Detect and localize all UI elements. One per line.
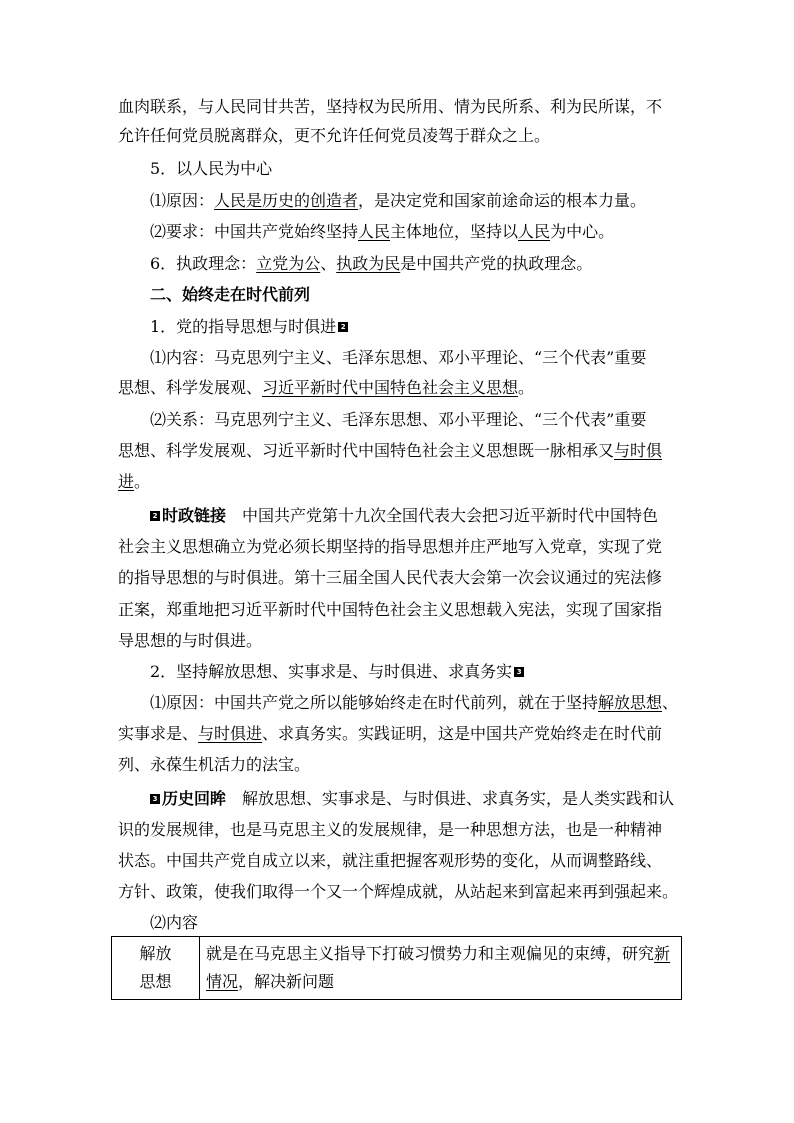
s22-a1-text: ⑴原因：中国共产党之所以能够始终走在时代前列，就在于坚持 [150, 693, 599, 712]
s21-content-line-1: ⑴内容：马克思列宁主义、毛泽东思想、邓小平理论、“三个代表”重要 [150, 348, 647, 367]
section-5-requirement [150, 222, 614, 242]
news-line-4: 正案，郑重地把习近平新时代中国特色社会主义思想载入宪法，实现了国家指 [118, 600, 663, 619]
s22-reason-line-2 [118, 724, 662, 744]
content-table [111, 936, 682, 1000]
news-line-3: 的指导思想的与时俱进。第十三届全国人民代表大会第一次会议通过的宪法修 [118, 568, 663, 587]
def-text-b: ，解决新问题 [238, 972, 335, 991]
marker-2-icon: 2 [150, 511, 160, 521]
table-row [112, 937, 682, 1000]
s22-a2-sep: 、 [182, 724, 199, 743]
s21-r3-underlined: 进 [118, 472, 135, 491]
news-line-1 [148, 506, 658, 526]
history-line-3: 状态。中国共产党自成立以来，就注重把握客观形势的变化，从而调整路线、 [118, 851, 663, 870]
def-underlined-1: 新 [654, 944, 671, 963]
section-2-1-title [150, 317, 350, 337]
req-underlined-1: 人民 [358, 222, 391, 241]
table-term-line-1: 解放 [139, 944, 172, 963]
s21-c2-end: 。 [518, 378, 535, 397]
s22-reason-line-1 [150, 693, 678, 713]
news-line-5: 导思想的与时俱进。 [118, 631, 263, 650]
req-text-a: ⑵要求：中国共产党始终坚持 [150, 222, 359, 241]
history-line-2: 识的发展规律，也是马克思主义的发展规律，是一种思想方法，也是一种精神 [118, 820, 663, 839]
table-definition-cell [200, 937, 682, 1000]
s22-reason-line-3: 列、永葆生机活力的法宝。 [118, 755, 311, 774]
s6-label: 6．执政理念： [150, 254, 257, 273]
s21-relation-line-1: ⑵关系：马克思列宁主义、毛泽东思想、邓小平理论、“三个代表”重要 [150, 410, 647, 429]
s6-rest: 是中国共产党的执政理念。 [400, 254, 593, 273]
s21-relation-line-2 [118, 441, 662, 461]
def-underlined-2: 情况 [206, 972, 239, 991]
history-text-1: 解放思想、实事求是、与时俱进、求真务实，是人类实践和认 [242, 789, 675, 808]
s6-underlined-2: 执政为民 [336, 254, 401, 273]
s21-content-line-2 [118, 378, 534, 398]
s21-r2-text: 思想、科学发展观、习近平新时代中国特色社会主义思想既一脉相承又 [118, 441, 615, 460]
reason-underlined: 人民是历史的创造者 [214, 191, 359, 210]
req-text-b: 主体地位，坚持以 [390, 222, 519, 241]
reason-rest: ，是决定党和国家前途命运的根本力量。 [358, 191, 647, 210]
s6-sep: 、 [320, 254, 337, 273]
s21-c2-text: 思想、科学发展观、 [118, 378, 263, 397]
def-text-a: 就是在马克思主义指导下打破习惯势力和主观偏见的束缚，研究 [206, 944, 655, 963]
section-2-2-title [150, 662, 526, 682]
s22-a1-underlined: 解放思想 [598, 693, 663, 712]
s21-r2-underlined: 与时俱 [614, 441, 663, 460]
s22-a2-rest: 、求真务实。实践证明，这是中国共产党始终走在时代前 [262, 724, 663, 743]
para-intro-line-2: 允许任何党员脱离群众，更不允许任何党员凌驾于群众之上。 [118, 126, 551, 145]
s22-title-text: 2．坚持解放思想、实事求是、与时俱进、求真务实 [150, 662, 513, 681]
para-intro-line-1: 血肉联系，与人民同甘共苦，坚持权为民所用、情为民所系、利为民所谋，不 [118, 97, 663, 116]
s22-content-title: ⑵内容 [150, 913, 199, 932]
news-label: 时政链接 [162, 506, 227, 525]
req-text-c: 为中心。 [550, 222, 615, 241]
s21-title-text: 1．党的指导思想与时俱进 [150, 317, 337, 336]
s22-a2-underlined: 与时俱进 [198, 724, 263, 743]
s21-c2-underlined: 习近平新时代中国特色社会主义思想 [262, 378, 519, 397]
s6-underlined-1: 立党为公 [256, 254, 321, 273]
marker-3-icon: 3 [150, 794, 160, 804]
req-underlined-2: 人民 [518, 222, 551, 241]
section-5-title: 5．以人民为中心 [150, 159, 273, 178]
table-term-line-2: 思想 [139, 972, 172, 991]
history-line-4: 方针、政策，使我们取得一个又一个辉煌成就，从站起来到富起来再到强起来。 [118, 882, 679, 901]
reason-label: ⑴原因： [150, 191, 215, 210]
marker-3-icon: 3 [514, 667, 524, 677]
section-5-reason [150, 191, 646, 211]
section-6 [150, 254, 592, 274]
s21-r3-end: 。 [134, 472, 151, 491]
section-2-heading: 二、始终走在时代前列 [150, 285, 311, 304]
history-line-1 [148, 789, 674, 809]
news-line-2: 社会主义思想确立为党必须长期坚持的指导思想并庄严地写入党章，实现了党 [118, 537, 663, 556]
news-text-1: 中国共产党第十九次全国代表大会把习近平新时代中国特色 [242, 506, 659, 525]
s21-relation-line-3 [118, 472, 150, 492]
marker-2-icon: 2 [338, 322, 348, 332]
table-term-cell [112, 937, 200, 1000]
s22-a2-text: 实事求是 [118, 724, 183, 743]
history-label: 历史回眸 [162, 789, 227, 808]
s22-a1-sep: 、 [662, 693, 679, 712]
